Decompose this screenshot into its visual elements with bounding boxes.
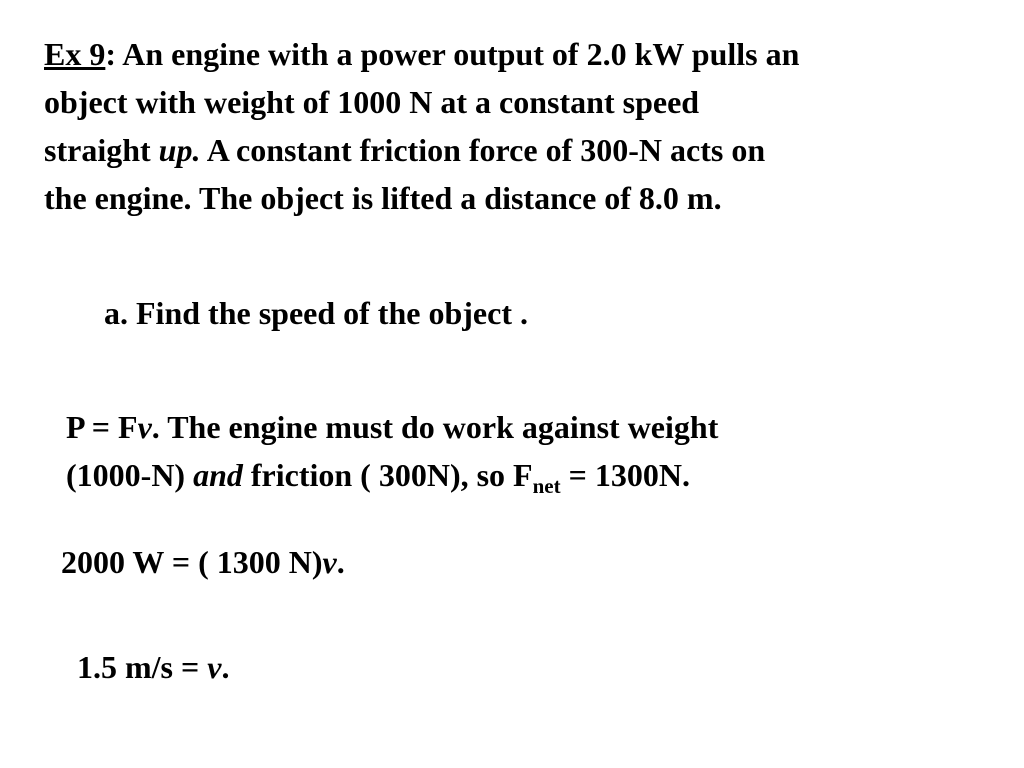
explanation-italic-and: and [193,457,243,493]
explanation-line-2-mid: friction ( 300N), so F [242,457,533,493]
problem-line-3-end: A constant friction force of 300-N acts on [200,132,766,168]
net-subscript: net [532,474,561,498]
problem-line-1-text: An engine with a power output of 2.0 kW pulls an [116,36,800,72]
solution-explanation [66,403,718,499]
equation-power-lhs: 2000 W = ( 1300 N) [61,544,323,580]
part-a-question: a. Find the speed of the object . [104,295,528,331]
problem-line-1 [44,30,799,78]
equation-power [61,538,345,586]
problem-line-3-italic: up. [158,132,201,168]
problem-line-2: object with weight of 1000 N at a constant speed [44,84,700,120]
equation-power-period: . [336,544,345,580]
example-label-colon: : [105,36,116,72]
problem-line-4: the engine. The object is lifted a distance of 8.0 m. [44,180,722,216]
equation-result [77,643,229,691]
velocity-symbol: v [137,409,152,445]
explanation-line-1-start: P = F [66,409,138,445]
explanation-line-1 [66,403,718,451]
problem-statement [44,30,799,222]
equation-result-value: 1.5 m/s = [77,649,208,685]
problem-line-3-start: straight [44,132,159,168]
explanation-line-2 [66,451,718,499]
explanation-line-2-end: = 1300N. [560,457,690,493]
example-label: Ex 9 [44,36,106,72]
explanation-line-1-end: . The engine must do work against weight [151,409,719,445]
equation-result-period: . [221,649,230,685]
equation-power-velocity: v [322,544,337,580]
problem-line-3 [44,126,799,174]
equation-result-velocity: v [207,649,222,685]
explanation-line-2-start: (1000-N) [66,457,194,493]
